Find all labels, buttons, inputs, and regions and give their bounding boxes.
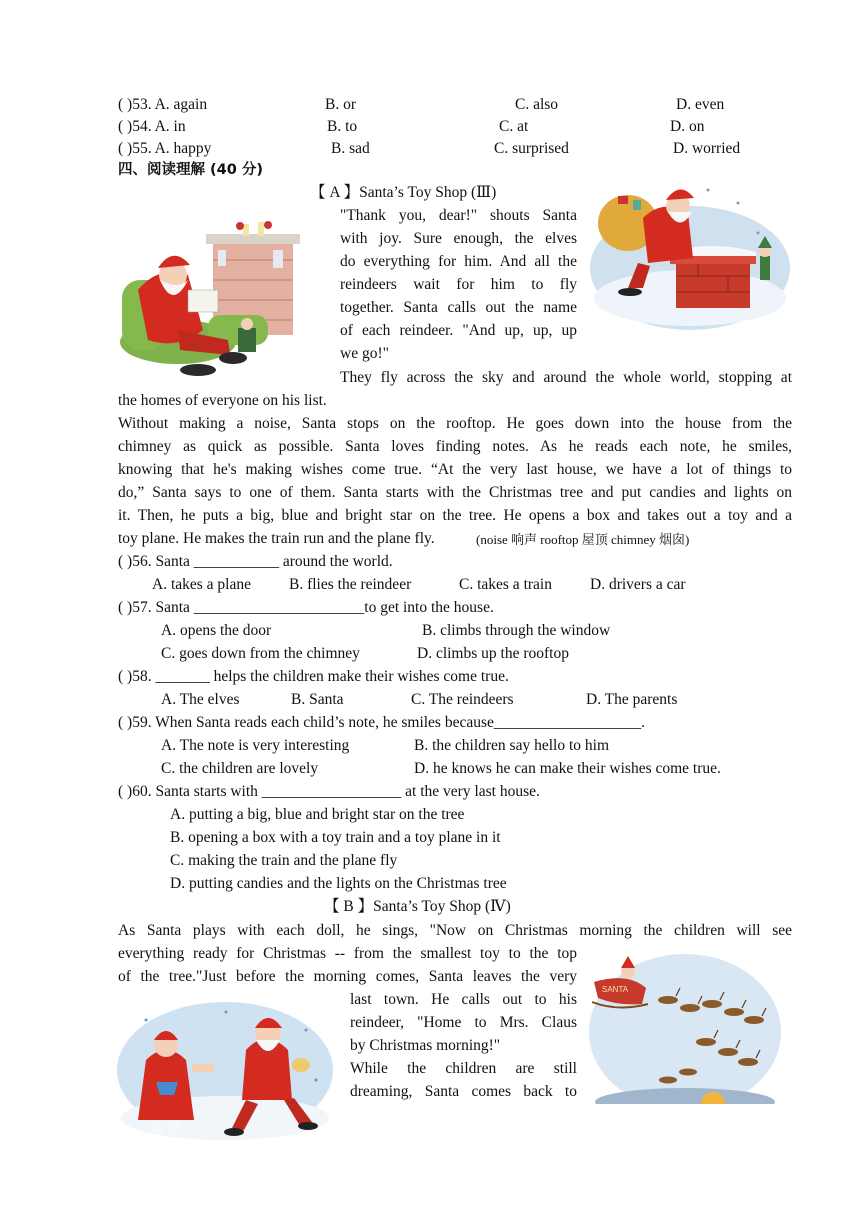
cloze-54-option-c: C. at bbox=[499, 118, 529, 135]
question-58-option-a: A. The elves bbox=[161, 691, 240, 708]
cloze-53-option-d: D. even bbox=[676, 96, 725, 113]
question-58-option-c: C. The reindeers bbox=[411, 691, 514, 708]
passage-b-line: reindeer, "Home to Mrs. Claus bbox=[350, 1014, 577, 1031]
passage-b-heading: 【 B 】Santa’s Toy Shop (Ⅳ) bbox=[324, 898, 511, 915]
passage-b-line: everything ready for Christmas -- from the smallest toy to the top bbox=[118, 945, 577, 962]
cloze-54-option-b: B. to bbox=[327, 118, 358, 135]
passage-b-line: dreaming, Santa comes back to bbox=[350, 1083, 577, 1100]
question-57-option-c: C. goes down from the chimney bbox=[161, 645, 360, 662]
question-60-stem: ( )60. Santa starts with __________________ at the very last house. bbox=[118, 783, 540, 800]
question-59-option-b: B. the children say hello to him bbox=[414, 737, 610, 754]
question-60-option-b: B. opening a box with a toy train and a toy plane in it bbox=[170, 829, 501, 846]
section-title: 四、阅读理解 (40 分) bbox=[118, 162, 264, 178]
cloze-53-stem: ( )53. A. again bbox=[118, 96, 208, 113]
question-60-option-c: C. making the train and the plane fly bbox=[170, 852, 398, 869]
santa-armchair-picture bbox=[118, 220, 318, 380]
cloze-55-option-c: C. surprised bbox=[494, 140, 569, 157]
passage-a-line: They fly across the sky and around the whole world, stopping at bbox=[340, 369, 792, 386]
passage-b-line: last town. He calls out to his bbox=[350, 991, 577, 1008]
question-57-option-d: D. climbs up the rooftop bbox=[417, 645, 569, 662]
cloze-55-stem: ( )55. A. happy bbox=[118, 140, 212, 157]
question-57-stem: ( )57. Santa ______________________to get into the house. bbox=[118, 599, 494, 616]
passage-a-line: do,” Santa says to one of them. Santa starts with the Christmas tree and put candies and lights on bbox=[118, 484, 792, 501]
cloze-54-stem: ( )54. A. in bbox=[118, 118, 186, 135]
cloze-54-option-d: D. on bbox=[670, 118, 705, 135]
santa-mrs-claus-picture bbox=[116, 1000, 334, 1142]
passage-a-line: Without making a noise, Santa stops on the rooftop. He goes down into the house from the bbox=[118, 415, 792, 432]
question-57-option-a: A. opens the door bbox=[161, 622, 272, 639]
passage-a-line: knowing that he's making wishes come true. “At the very last house, we have a lot of things to bbox=[118, 461, 792, 478]
passage-a-line: of each reindeer. "And up, up, up bbox=[340, 322, 577, 339]
question-60-option-a: A. putting a big, blue and bright star on the tree bbox=[170, 806, 465, 823]
question-59-stem: ( )59. When Santa reads each child’s note, he smiles because___________________. bbox=[118, 714, 646, 731]
question-58-stem: ( )58. _______ helps the children make their wishes come true. bbox=[118, 668, 509, 685]
question-56-option-c: C. takes a train bbox=[459, 576, 552, 593]
question-59-option-c: C. the children are lovely bbox=[161, 760, 319, 777]
passage-a-line: we go!" bbox=[340, 345, 389, 362]
santa-chimney-picture bbox=[588, 178, 792, 330]
cloze-53-option-b: B. or bbox=[325, 96, 356, 113]
passage-a-line: reindeers wait for him to fly bbox=[340, 276, 577, 293]
passage-b-line: of the tree."Just before the morning comes, Santa leaves the very bbox=[118, 968, 577, 985]
question-56-option-a: A. takes a plane bbox=[152, 576, 251, 593]
question-57-option-b: B. climbs through the window bbox=[422, 622, 611, 639]
passage-a-line: together. Santa calls out the name bbox=[340, 299, 577, 316]
cloze-55-option-b: B. sad bbox=[331, 140, 370, 157]
passage-a-line: do everything for him. And all the bbox=[340, 253, 577, 270]
passage-b-line: As Santa plays with each doll, he sings, "Now on Christmas morning the children will see bbox=[118, 922, 792, 939]
cloze-53-option-c: C. also bbox=[515, 96, 559, 113]
question-58-option-d: D. The parents bbox=[586, 691, 678, 708]
santa-sleigh-picture bbox=[588, 952, 782, 1116]
passage-a-line: chimney as quick as possible. Santa loves finding notes. As he reads each note, he smiles, bbox=[118, 438, 792, 455]
question-56-option-b: B. flies the reindeer bbox=[289, 576, 412, 593]
question-56-stem: ( )56. Santa ___________ around the world. bbox=[118, 553, 393, 570]
passage-a-line: with joy. Sure enough, the elves bbox=[340, 230, 577, 247]
question-60-option-d: D. putting candies and the lights on the Christmas tree bbox=[170, 875, 507, 892]
passage-b-line: by Christmas morning!" bbox=[350, 1037, 501, 1054]
passage-a-line: it. Then, he puts a big, blue and bright star on the tree. He opens a box and takes out a toy and a bbox=[118, 507, 792, 524]
passage-a-line: the homes of everyone on his list. bbox=[118, 392, 327, 409]
question-59-option-a: A. The note is very interesting bbox=[161, 737, 350, 754]
vocabulary-note: (noise 响声 rooftop 屋顶 chimney 烟囱) bbox=[476, 532, 690, 547]
question-56-option-d: D. drivers a car bbox=[590, 576, 686, 593]
passage-a-heading: 【 A 】Santa’s Toy Shop (Ⅲ) bbox=[310, 184, 497, 201]
passage-a-line: toy plane. He makes the train run and the plane fly. bbox=[118, 530, 435, 547]
question-58-option-b: B. Santa bbox=[291, 691, 344, 708]
passage-b-line: While the children are still bbox=[350, 1060, 577, 1077]
passage-a-line: "Thank you, dear!" shouts Santa bbox=[340, 207, 577, 224]
sleigh-label: SANTA bbox=[602, 985, 629, 994]
cloze-55-option-d: D. worried bbox=[673, 140, 741, 157]
question-59-option-d: D. he knows he can make their wishes come true. bbox=[414, 760, 721, 777]
